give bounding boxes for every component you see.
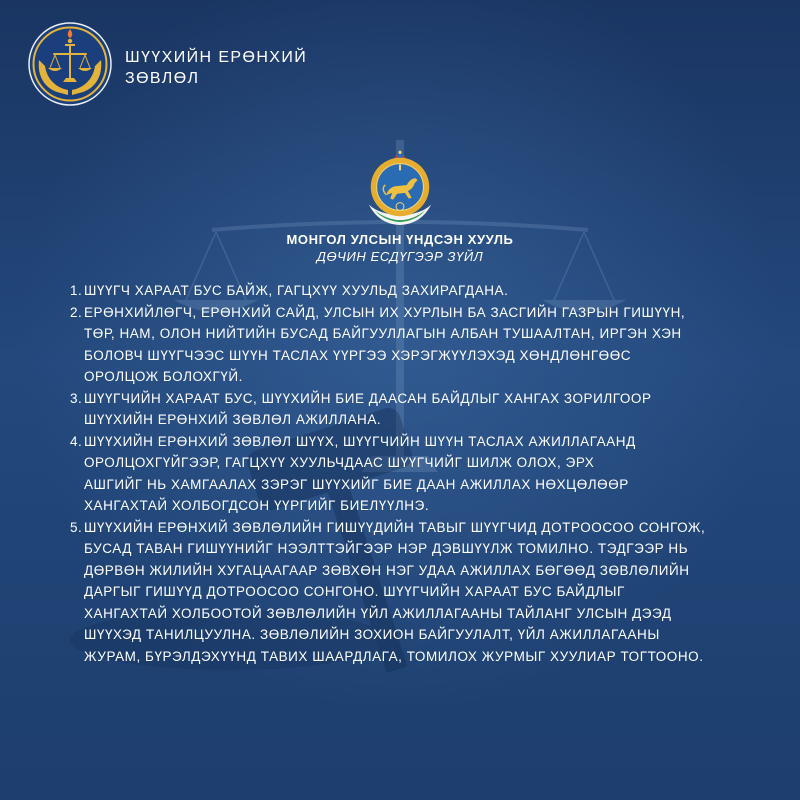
judicial-council-emblem-icon: [27, 20, 113, 108]
item-text: ШҮҮГЧИЙН ХАРААТ БУС, ШҮҮХИЙН БИЕ ДААСАН БАЙДЛЫГ ХАНГАХ ЗОРИЛГООР: [84, 390, 652, 406]
article-title: МОНГОЛ УЛСЫН ҮНДСЭН ХУУЛЬ: [286, 232, 514, 247]
article-items: [70, 280, 705, 667]
list-line: ТӨР, НАМ, ОЛОН НИЙТИЙН БУСАД БАЙГУУЛЛАГЫН АЛБАН ТУШААЛТАН, ИРГЭН ХЭН: [84, 326, 682, 341]
item-number: 1.: [70, 283, 83, 298]
list-line: [70, 388, 705, 410]
list-line: ОРОЛЦОЖ БОЛОХГҮЙ.: [84, 369, 243, 384]
item-number: 3.: [70, 390, 83, 406]
list-line: [70, 431, 705, 453]
list-line: [70, 517, 705, 539]
list-line: АШГИЙГ НЬ ХАМГААЛАХ ЗЭРЭГ ШҮҮХИЙГ БИЕ ДААН АЖИЛЛАХ НӨХЦӨЛӨӨР: [84, 476, 629, 492]
article-item-1: [70, 280, 705, 302]
article-heading: [0, 231, 800, 265]
organization-name-line1: ШҮҮХИЙН ЕРӨНХИЙ: [125, 49, 308, 66]
article-item-2: [70, 302, 705, 388]
organization-name: [125, 47, 307, 89]
list-line: ОРОЛЦОХГҮЙГЭЭР, ГАГЦХҮҮ ХУУЛЬЧДААС ШҮҮГЧИЙГ ШИЛЖ ОЛОХ, ЭРХ: [84, 455, 595, 470]
organization-name-line2: ЗӨВЛӨЛ: [125, 70, 200, 87]
item-text: ЕРӨНХИЙЛӨГЧ, ЕРӨНХИЙ САЙД, УЛСЫН ИХ ХУРЛЫН БА ЗАСГИЙН ГАЗРЫН ГИШҮҮН,: [84, 304, 686, 320]
state-emblem-icon: [361, 146, 439, 226]
list-line: БУСАД ТАВАН ГИШҮҮНИЙГ НЭЭЛТТЭЙГЭЭР НЭР ДЭВШҮҮЛЖ ТОМИЛНО. ТЭДГЭЭР НЬ: [84, 541, 689, 556]
list-line: БОЛОВЧ ШҮҮГЧЭЭС ШҮҮН ТАСЛАХ ҮҮРГЭЭ ХЭРЭГЖҮҮЛЭХЭД ХӨНДЛӨНГӨӨС: [84, 347, 632, 363]
article-item-5: [70, 517, 705, 668]
list-line: ШҮҮХИЙН ЕРӨНХИЙ ЗӨВЛӨЛ АЖИЛЛАНА.: [84, 412, 382, 427]
item-number: 5.: [70, 519, 83, 535]
article-subtitle: ДӨЧИН ЕСДҮГЭЭР ЗҮЙЛ: [316, 249, 484, 264]
list-line: [70, 302, 705, 324]
list-line: ШҮҮХЭД ТАНИЛЦУУЛНА. ЗӨВЛӨЛИЙН ЗОХИОН БАЙГУУЛАЛТ, ҮЙЛ АЖИЛЛАГААНЫ: [84, 627, 660, 642]
list-line: [70, 280, 705, 302]
list-line: ЖУРАМ, БҮРЭЛДЭХҮҮНД ТАВИХ ШААРДЛАГА, ТОМИЛОХ ЖУРМЫГ ХУУЛИАР ТОГТООНО.: [84, 648, 704, 664]
article-item-4: [70, 431, 705, 517]
list-line: ДӨРВӨН ЖИЛИЙН ХУГАЦААГААР ЗӨВХӨН НЭГ УДАА АЖИЛЛАХ БӨГӨӨД ЗӨВЛӨЛИЙН: [84, 562, 690, 578]
item-text: ШҮҮХИЙН ЕРӨНХИЙ ЗӨВЛӨЛ ШҮҮХ, ШҮҮГЧИЙН ШҮҮН ТАСЛАХ АЖИЛЛАГААНД: [84, 433, 636, 449]
item-text: ШҮҮХИЙН ЕРӨНХИЙ ЗӨВЛӨЛИЙН ГИШҮҮДИЙН ТАВЫГ ШҮҮГЧИД ДОТРООСОО СОНГОЖ,: [84, 519, 706, 535]
list-line: ДАРГЫГ ГИШҮҮД ДОТРООСОО СОНГОНО. ШҮҮГЧИЙН ХАРААТ БУС БАЙДЛЫГ: [84, 584, 625, 599]
item-number: 4.: [70, 433, 83, 449]
item-text: ШҮҮГЧ ХАРААТ БУС БАЙЖ, ГАГЦХҮҮ ХУУЛЬД ЗАХИРАГДАНА.: [84, 283, 509, 298]
list-line: ХАНГАХТАЙ ХОЛБООТОЙ ЗӨВЛӨЛИЙН ҮЙЛ АЖИЛЛАГААНЫ ТАЙЛАНГ УЛСЫН ДЭЭД: [84, 605, 672, 621]
list-line: ХАНГАХТАЙ ХОЛБОГДСОН ҮҮРГИЙГ БИЕЛҮҮЛНЭ.: [84, 498, 430, 513]
article-item-3: [70, 388, 705, 431]
item-number: 2.: [70, 304, 83, 320]
